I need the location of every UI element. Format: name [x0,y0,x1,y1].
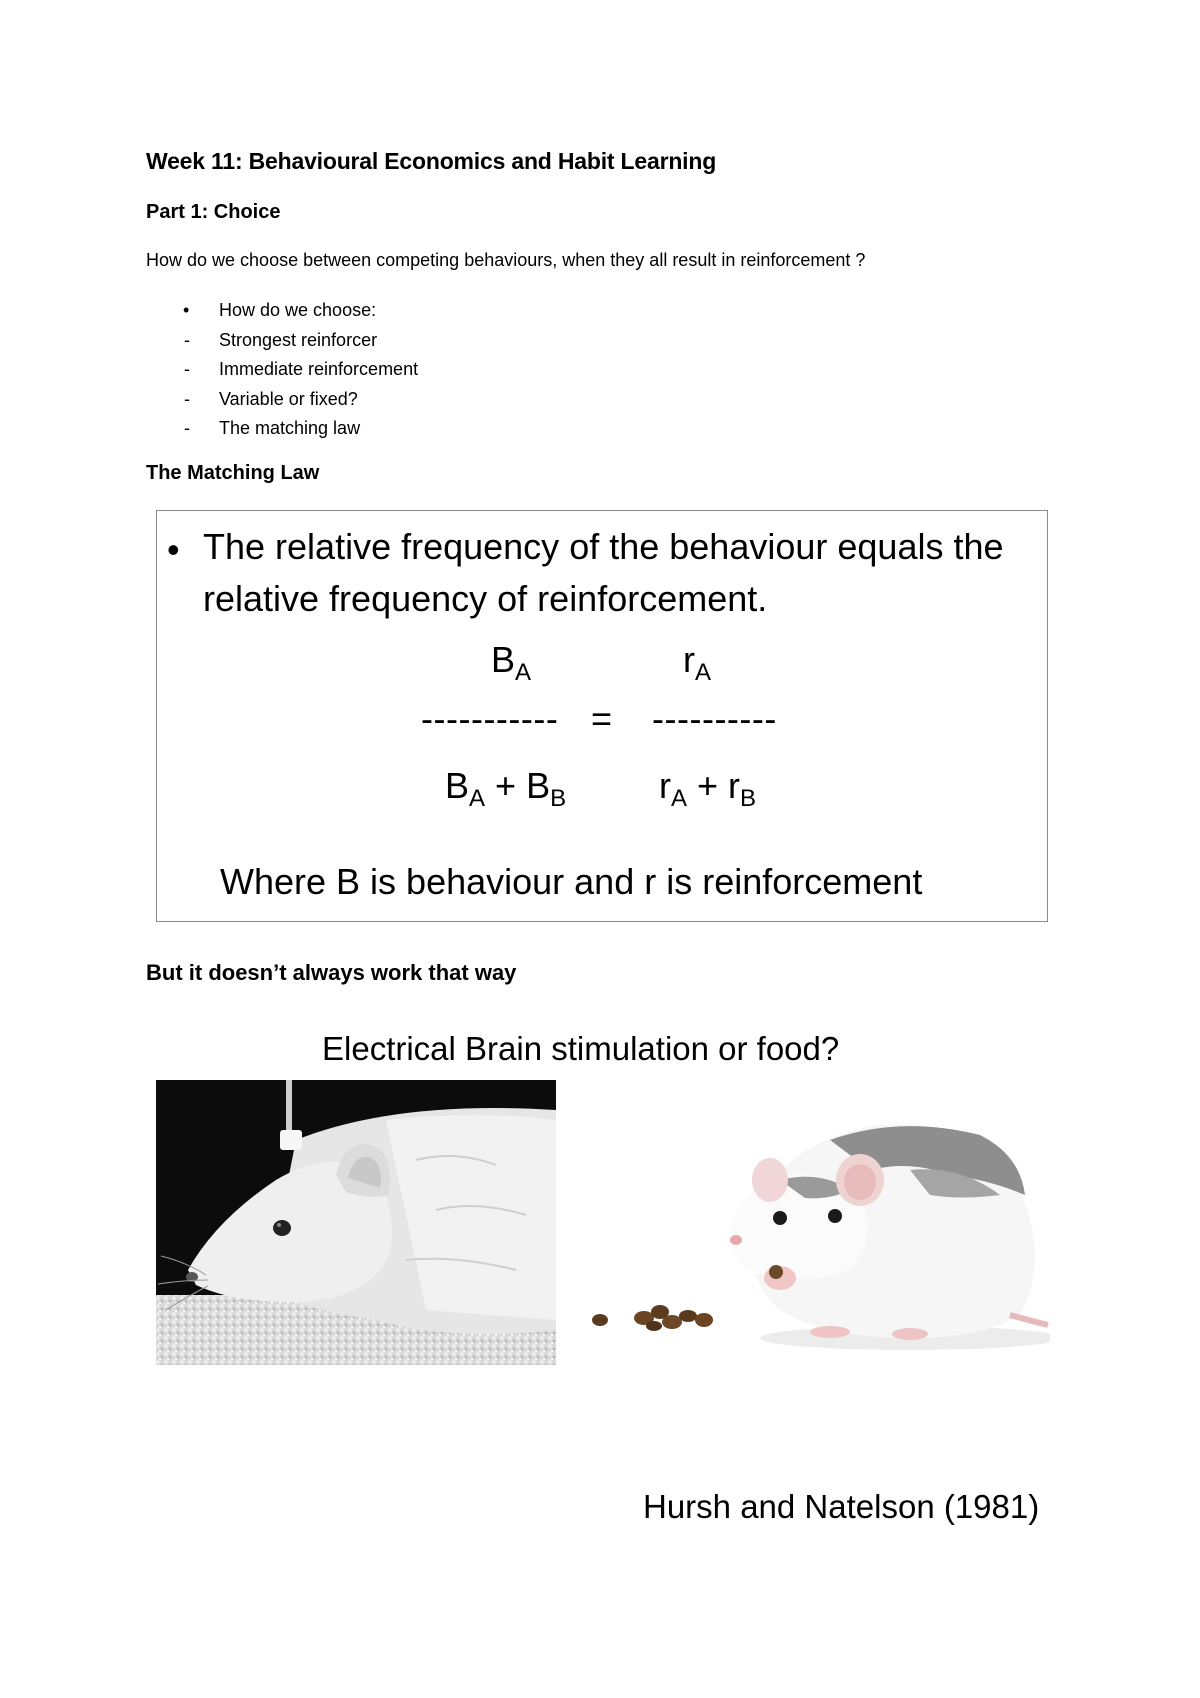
formula-right-numerator: $r_A$ [683,639,712,686]
slide-definition-text: The relative frequency of the behaviour equals the relative frequency of reinforcement. [203,526,1004,619]
matching-law-heading: The Matching Law [146,462,320,484]
formula-right-fraction-bar: ---------- [652,698,777,739]
list-item-text: Variable or fixed? [219,388,358,409]
list-item [146,385,418,415]
slide-where-text: Where B is behaviour and r is reinforcement [220,861,923,902]
list-item [146,414,418,444]
list-item-text: Immediate reinforcement [219,359,419,379]
citation-text: Hursh and Natelson (1981) [643,1488,1040,1525]
list-item [146,355,418,385]
dash-marker: - [184,359,190,379]
but-heading: But it doesn’t always work that way [146,960,517,985]
list-item-text: How do we choose: [219,300,377,320]
dash-marker: - [184,329,190,350]
list-item-text: The matching law [219,418,361,438]
rat-eating-food-photo [580,1100,1050,1360]
rat-electrode-photo [156,1080,556,1365]
list-item [146,296,418,326]
slide-bullet: • [167,529,180,570]
formula-right-denominator: $r_A + r_B$ [659,765,757,812]
part-heading: Part 1: Choice [146,201,281,223]
formula-left-denominator: $B_A + B_B$ [445,765,567,812]
slide2-title: Electrical Brain stimulation or food? [322,1030,840,1067]
formula-left-numerator: $B_A$ [491,639,532,686]
question-text: How do we choose between competing behaviours, when they all result in reinforcement ? [146,250,866,270]
formula-left-fraction-bar: ----------- [421,698,559,739]
choice-list [146,296,418,444]
list-item [146,326,418,356]
formula-equals: = [591,698,613,739]
matching-law-slide [156,510,1048,922]
dash-marker: - [184,418,190,438]
page-title: Week 11: Behavioural Economics and Habit Learning [146,148,717,174]
list-item-text: Strongest reinforcer [219,329,378,350]
bullet-marker: • [183,300,190,320]
dash-marker: - [184,388,190,409]
